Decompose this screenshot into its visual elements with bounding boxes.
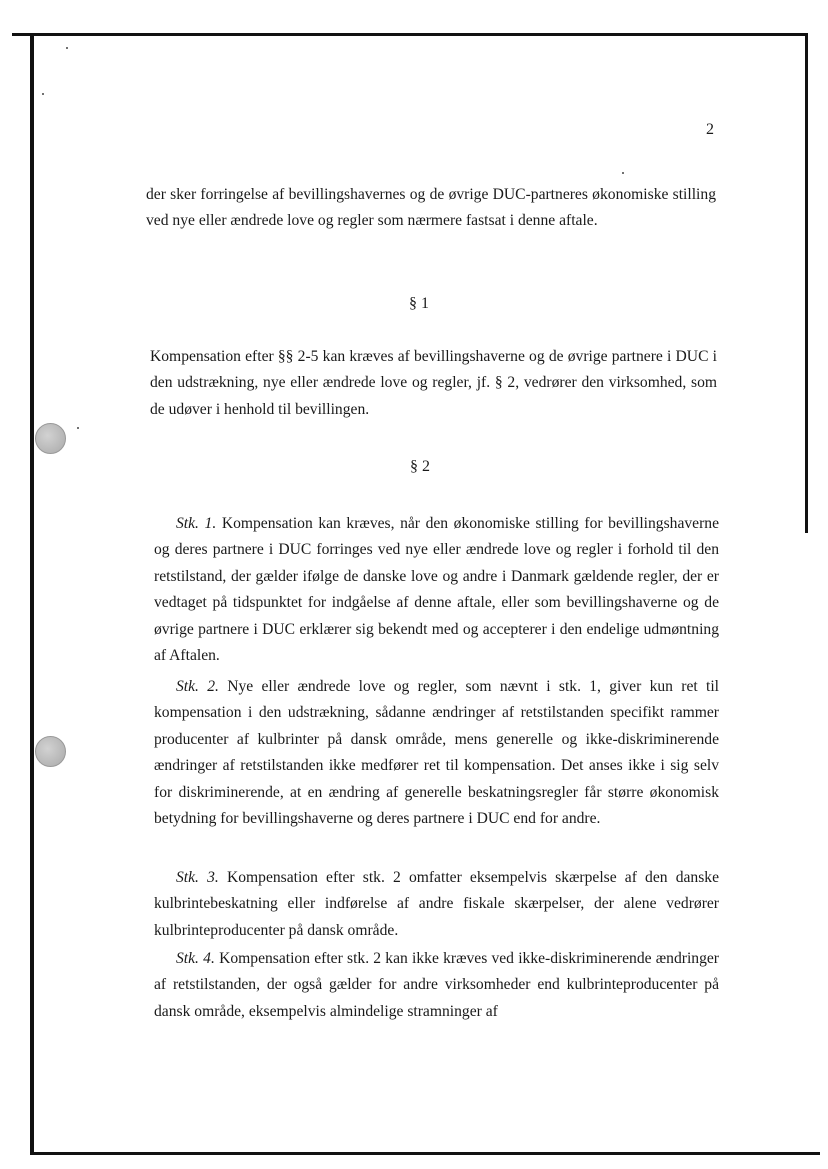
stk-1-text: Kompensation kan kræves, når den økonomiske stilling for bevillingshaverne og deres partnere i DUC forringes ved nye eller ændrede love og regler i forhold til den retstilstand, der gælder ifølge de danske love og andre i Danmark gældende regler, der er vedtaget på tidspunktet for indgåelse af denne aftale, eller som bevillingshaverne og de øvrige partnere i DUC erklærer sig bekendt med og accepterer i den endelige udmøntning af Aftalen. <box>154 515 719 665</box>
stk-2-paragraph <box>154 674 719 832</box>
punch-hole <box>35 423 66 454</box>
scan-edge-bottom <box>30 1152 820 1155</box>
stk-4-paragraph <box>154 946 719 1025</box>
scan-speck <box>622 172 624 174</box>
section-heading-1: § 1 <box>409 295 429 312</box>
scan-speck <box>77 427 79 429</box>
stk-3-text: Kompensation efter stk. 2 omfatter eksempelvis skærpelse af den danske kulbrintebeskatning eller indførelse af andre fiskale skærpelser, der alene vedrører kulbrinteproducenter på dansk område. <box>154 869 720 939</box>
section-heading-2: § 2 <box>410 458 430 475</box>
scan-speck <box>66 47 68 49</box>
stk-2-label: Stk. 2. <box>176 678 219 695</box>
scan-edge-left <box>30 36 34 1154</box>
stk-1-label: Stk. 1. <box>176 515 217 532</box>
stk-1-paragraph <box>154 511 719 669</box>
page-number: 2 <box>706 121 714 138</box>
stk-3-paragraph <box>154 865 719 944</box>
stk-4-label: Stk. 4. <box>176 950 215 967</box>
scan-speck <box>42 93 44 95</box>
stk-4-text: Kompensation efter stk. 2 kan ikke kræves ved ikke-diskriminerende ændringer af retstilstanden, der også gælder for andre virksomheder end kulbrinteproducenter på dansk område, eksempelvis almindelige stramninger af <box>154 950 719 1020</box>
stk-3-label: Stk. 3. <box>176 869 219 886</box>
intro-paragraph: der sker forringelse af bevillingshavernes og de øvrige DUC-partneres økonomiske stilling ved nye eller ændrede love og regler som nærmere fastsat i denne aftale. <box>146 186 716 230</box>
scan-edge-top <box>12 33 808 36</box>
punch-hole <box>35 736 66 767</box>
section-1-paragraph: Kompensation efter §§ 2-5 kan kræves af bevillingshaverne og de øvrige partnere i DUC i den udstrækning, nye eller ændrede love og regler, jf. § 2, vedrører den virksomhed, som de udøver i henhold til bevillingen. <box>150 348 717 418</box>
stk-2-text: Nye eller ændrede love og regler, som nævnt i stk. 1, giver kun ret til kompensation i den udstrækning, sådanne ændringer af retstilstanden specifikt rammer producenter af kulbrinter på dansk område, mens generelle og ikke-diskriminerende ændringer af retstilstanden ikke medfører ret til kompensation. Det anses ikke i sig selv for diskriminerende, at en ændring af generelle beskatningsregler får større økonomisk betydning for bevillingshaverne og deres partnere i DUC end for andre. <box>154 678 719 828</box>
